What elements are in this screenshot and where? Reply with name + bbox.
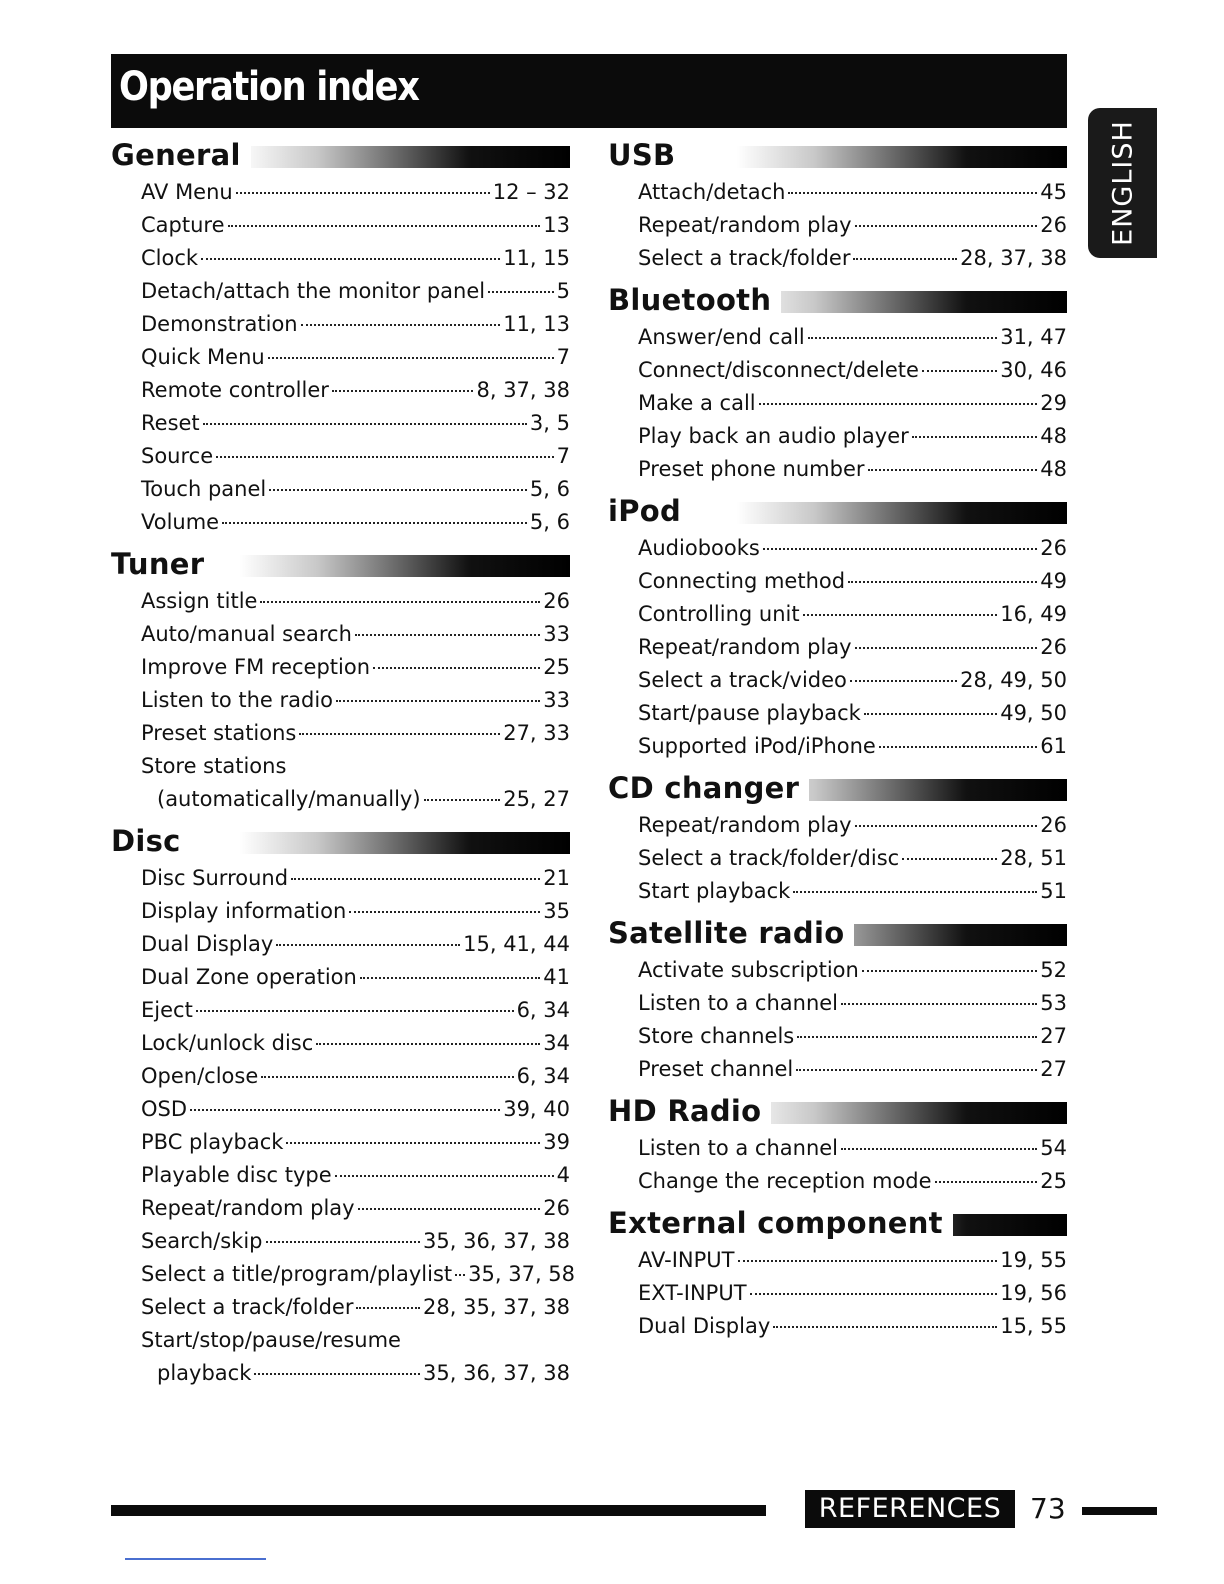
section-heading: External component bbox=[608, 1206, 953, 1240]
dot-leader bbox=[864, 713, 997, 715]
index-entry bbox=[141, 1159, 570, 1192]
entry-pages: 30, 46 bbox=[1000, 358, 1067, 382]
entry-name: AV-INPUT bbox=[638, 1248, 735, 1272]
dot-leader bbox=[261, 1076, 513, 1078]
dot-leader bbox=[935, 1181, 1038, 1183]
index-entry bbox=[141, 506, 570, 539]
entry-name: Connect/disconnect/delete bbox=[638, 358, 919, 382]
dot-leader bbox=[269, 489, 527, 491]
entry-pages: 4 bbox=[556, 1163, 570, 1187]
dot-leader bbox=[788, 192, 1037, 194]
entry-pages: 15, 41, 44 bbox=[463, 932, 570, 956]
dot-leader bbox=[286, 1142, 540, 1144]
index-entry bbox=[638, 598, 1067, 631]
dot-leader bbox=[373, 667, 540, 669]
section-heading-bar bbox=[608, 916, 1067, 950]
entry-name: Listen to the radio bbox=[141, 688, 334, 712]
index-entry bbox=[141, 1324, 570, 1357]
index-entry bbox=[141, 895, 570, 928]
entry-pages: 39, 40 bbox=[503, 1097, 570, 1121]
entry-name: EXT-INPUT bbox=[638, 1281, 747, 1305]
section-heading-bar bbox=[111, 824, 570, 858]
dot-leader bbox=[855, 825, 1038, 827]
entry-name: Lock/unlock disc bbox=[141, 1031, 314, 1055]
entry-name: Detach/attach the monitor panel bbox=[141, 279, 486, 303]
entry-pages: 41 bbox=[543, 965, 570, 989]
index-entry bbox=[141, 1126, 570, 1159]
entry-name: PBC playback bbox=[141, 1130, 284, 1154]
section-entries bbox=[608, 1132, 1067, 1198]
entry-pages: 13 bbox=[543, 213, 570, 237]
entry-pages: 11, 15 bbox=[503, 246, 570, 270]
dot-leader bbox=[855, 225, 1038, 227]
page-title-bar bbox=[111, 54, 1067, 128]
entry-name: Start/stop/pause/resume bbox=[141, 1328, 401, 1352]
index-entry bbox=[141, 1060, 570, 1093]
footer-rule-left bbox=[111, 1505, 766, 1516]
entry-pages: 26 bbox=[1040, 536, 1067, 560]
index-section-hd-radio bbox=[608, 1094, 1067, 1198]
entry-pages: 33 bbox=[543, 688, 570, 712]
entry-name: Display information bbox=[141, 899, 347, 923]
index-entry bbox=[141, 1258, 576, 1291]
entry-name: Eject bbox=[141, 998, 193, 1022]
section-heading: USB bbox=[608, 138, 685, 172]
index-section-satellite-radio bbox=[608, 916, 1067, 1086]
dot-leader bbox=[488, 291, 554, 293]
entry-pages: 26 bbox=[543, 589, 570, 613]
index-entry bbox=[141, 407, 570, 440]
section-entries bbox=[111, 862, 576, 1390]
dot-leader bbox=[796, 1069, 1037, 1071]
index-entry bbox=[141, 994, 570, 1027]
section-heading: Disc bbox=[111, 824, 191, 858]
section-heading-bar bbox=[608, 1206, 1067, 1240]
section-heading: iPod bbox=[608, 494, 691, 528]
index-entry bbox=[141, 961, 570, 994]
entry-name: Start playback bbox=[638, 879, 791, 903]
dot-leader bbox=[902, 858, 997, 860]
dot-leader bbox=[808, 337, 997, 339]
entry-pages: 34 bbox=[543, 1031, 570, 1055]
dot-leader bbox=[355, 634, 540, 636]
section-heading-bar bbox=[608, 138, 1067, 172]
entry-pages: 51 bbox=[1040, 879, 1067, 903]
dot-leader bbox=[922, 370, 997, 372]
entry-name: Search/skip bbox=[141, 1229, 263, 1253]
index-entry bbox=[141, 275, 570, 308]
entry-pages: 29 bbox=[1040, 391, 1067, 415]
section-heading-bar bbox=[608, 283, 1067, 317]
index-entry bbox=[638, 809, 1067, 842]
entry-pages: 48 bbox=[1040, 424, 1067, 448]
entry-pages: 39 bbox=[543, 1130, 570, 1154]
index-section-cd-changer bbox=[608, 771, 1067, 908]
dot-leader bbox=[349, 911, 540, 913]
index-entry bbox=[141, 473, 570, 506]
section-entries bbox=[608, 532, 1067, 763]
entry-name: Listen to a channel bbox=[638, 1136, 839, 1160]
entry-name: playback bbox=[157, 1361, 252, 1385]
index-entry bbox=[141, 1225, 570, 1258]
index-entry bbox=[638, 842, 1067, 875]
dot-leader bbox=[855, 647, 1038, 649]
dot-leader bbox=[763, 548, 1037, 550]
index-entry bbox=[638, 242, 1067, 275]
entry-name: Play back an audio player bbox=[638, 424, 909, 448]
dot-leader bbox=[216, 456, 553, 458]
entry-pages: 49, 50 bbox=[1000, 701, 1067, 725]
entry-name: Source bbox=[141, 444, 214, 468]
dot-leader bbox=[201, 258, 500, 260]
entry-pages: 25 bbox=[543, 655, 570, 679]
dot-leader bbox=[848, 581, 1037, 583]
entry-pages: 27, 33 bbox=[503, 721, 570, 745]
dot-leader bbox=[254, 1373, 420, 1375]
index-entry bbox=[141, 684, 570, 717]
footer-section-label: REFERENCES bbox=[805, 1490, 1015, 1528]
section-heading-bar bbox=[608, 771, 1067, 805]
scan-artifact-line bbox=[125, 1558, 266, 1560]
entry-name: Open/close bbox=[141, 1064, 259, 1088]
entry-pages: 54 bbox=[1040, 1136, 1067, 1160]
dot-leader bbox=[299, 733, 500, 735]
index-section-general bbox=[111, 138, 570, 539]
index-entry bbox=[141, 341, 570, 374]
index-entry bbox=[638, 176, 1067, 209]
index-entry bbox=[141, 1093, 570, 1126]
index-entry bbox=[638, 532, 1067, 565]
index-entry bbox=[638, 1165, 1067, 1198]
entry-pages: 16, 49 bbox=[1000, 602, 1067, 626]
entry-name: Preset phone number bbox=[638, 457, 865, 481]
entry-name: Select a track/folder bbox=[141, 1295, 354, 1319]
entry-pages: 26 bbox=[1040, 213, 1067, 237]
entry-pages: 35, 36, 37, 38 bbox=[423, 1361, 570, 1385]
entry-pages: 19, 55 bbox=[1000, 1248, 1067, 1272]
index-entry bbox=[638, 1310, 1067, 1343]
entry-pages: 53 bbox=[1040, 991, 1067, 1015]
footer-rule-right bbox=[1082, 1507, 1157, 1515]
entry-name: Store channels bbox=[638, 1024, 795, 1048]
entry-name: Playable disc type bbox=[141, 1163, 332, 1187]
dot-leader bbox=[797, 1036, 1037, 1038]
entry-name: AV Menu bbox=[141, 180, 233, 204]
entry-pages: 12 – 32 bbox=[492, 180, 570, 204]
entry-name: Audiobooks bbox=[638, 536, 760, 560]
entry-pages: 48 bbox=[1040, 457, 1067, 481]
entry-name: Remote controller bbox=[141, 378, 329, 402]
index-entry bbox=[141, 242, 570, 275]
index-entry bbox=[638, 730, 1067, 763]
section-heading: Satellite radio bbox=[608, 916, 854, 950]
index-entry bbox=[141, 618, 570, 651]
index-section-tuner bbox=[111, 547, 570, 816]
dot-leader bbox=[879, 746, 1037, 748]
entry-pages: 27 bbox=[1040, 1057, 1067, 1081]
entry-name: Make a call bbox=[638, 391, 756, 415]
entry-pages: 26 bbox=[1040, 813, 1067, 837]
entry-name: Auto/manual search bbox=[141, 622, 352, 646]
entry-pages: 6, 34 bbox=[516, 998, 570, 1022]
entry-pages: 27 bbox=[1040, 1024, 1067, 1048]
entry-name: Quick Menu bbox=[141, 345, 265, 369]
entry-pages: 28, 49, 50 bbox=[960, 668, 1067, 692]
index-entry bbox=[638, 697, 1067, 730]
index-entry bbox=[141, 1291, 570, 1324]
entry-pages: 52 bbox=[1040, 958, 1067, 982]
entry-pages: 28, 51 bbox=[1000, 846, 1067, 870]
entry-pages: 35 bbox=[543, 899, 570, 923]
dot-leader bbox=[850, 680, 957, 682]
language-tab-label: ENGLISH bbox=[1107, 120, 1138, 246]
entry-pages: 26 bbox=[543, 1196, 570, 1220]
entry-pages: 28, 35, 37, 38 bbox=[423, 1295, 570, 1319]
entry-pages: 28, 37, 38 bbox=[960, 246, 1067, 270]
dot-leader bbox=[793, 891, 1037, 893]
index-entry bbox=[141, 585, 570, 618]
section-entries bbox=[608, 809, 1067, 908]
index-entry bbox=[141, 440, 570, 473]
dot-leader bbox=[301, 324, 501, 326]
dot-leader bbox=[455, 1274, 465, 1276]
entry-name: Select a track/folder/disc bbox=[638, 846, 900, 870]
dot-leader bbox=[912, 436, 1037, 438]
index-entry bbox=[638, 1277, 1067, 1310]
section-heading-bar bbox=[111, 547, 570, 581]
entry-name: Supported iPod/iPhone bbox=[638, 734, 876, 758]
index-entry bbox=[141, 209, 570, 242]
entry-name: Repeat/random play bbox=[638, 635, 852, 659]
entry-pages: 5 bbox=[556, 279, 570, 303]
dot-leader bbox=[803, 614, 998, 616]
entry-name: Select a title/program/playlist bbox=[141, 1262, 453, 1286]
entry-name: Disc Surround bbox=[141, 866, 289, 890]
index-entry bbox=[638, 387, 1067, 420]
index-section-ipod bbox=[608, 494, 1067, 763]
dot-leader bbox=[222, 522, 527, 524]
dot-leader bbox=[759, 403, 1038, 405]
entry-pages: 7 bbox=[556, 444, 570, 468]
section-entries bbox=[608, 954, 1067, 1086]
entry-name: Repeat/random play bbox=[638, 813, 852, 837]
index-entry bbox=[141, 1192, 570, 1225]
index-entry bbox=[638, 664, 1067, 697]
entry-name: Attach/detach bbox=[638, 180, 786, 204]
index-entry bbox=[141, 1357, 570, 1390]
index-entry bbox=[141, 750, 570, 783]
index-entry bbox=[141, 651, 570, 684]
entry-name: Answer/end call bbox=[638, 325, 805, 349]
dot-leader bbox=[260, 601, 540, 603]
index-entry bbox=[141, 928, 570, 961]
entry-name: Listen to a channel bbox=[638, 991, 839, 1015]
index-entry bbox=[141, 717, 570, 750]
page-title: Operation index bbox=[119, 64, 419, 110]
section-heading: CD changer bbox=[608, 771, 809, 805]
dot-leader bbox=[266, 1241, 421, 1243]
entry-pages: 15, 55 bbox=[1000, 1314, 1067, 1338]
index-entry bbox=[638, 453, 1067, 486]
entry-name: Controlling unit bbox=[638, 602, 800, 626]
section-entries bbox=[608, 1244, 1067, 1343]
left-column bbox=[111, 138, 576, 1398]
entry-name: Clock bbox=[141, 246, 199, 270]
index-entry bbox=[638, 354, 1067, 387]
entry-pages: 11, 13 bbox=[503, 312, 570, 336]
dot-leader bbox=[335, 1175, 554, 1177]
dot-leader bbox=[190, 1109, 500, 1111]
entry-name: Start/pause playback bbox=[638, 701, 861, 725]
section-heading: Tuner bbox=[111, 547, 214, 581]
entry-pages: 45 bbox=[1040, 180, 1067, 204]
entry-name: Preset channel bbox=[638, 1057, 794, 1081]
index-entry bbox=[638, 987, 1067, 1020]
dot-leader bbox=[291, 878, 540, 880]
dot-leader bbox=[336, 700, 540, 702]
entry-name: Select a track/video bbox=[638, 668, 847, 692]
index-entry bbox=[141, 308, 570, 341]
dot-leader bbox=[236, 192, 490, 194]
entry-pages: 33 bbox=[543, 622, 570, 646]
entry-name: Touch panel bbox=[141, 477, 267, 501]
section-heading-bar bbox=[608, 494, 1067, 528]
entry-name: Repeat/random play bbox=[638, 213, 852, 237]
section-heading-bar bbox=[111, 138, 570, 172]
index-entry bbox=[141, 862, 570, 895]
index-entry bbox=[638, 565, 1067, 598]
dot-leader bbox=[316, 1043, 540, 1045]
right-column bbox=[608, 138, 1067, 1351]
entry-name: Dual Display bbox=[141, 932, 274, 956]
dot-leader bbox=[268, 357, 554, 359]
dot-leader bbox=[356, 1307, 420, 1309]
entry-pages: 31, 47 bbox=[1000, 325, 1067, 349]
entry-name: Dual Zone operation bbox=[141, 965, 357, 989]
section-heading-bar bbox=[608, 1094, 1067, 1128]
index-entry bbox=[638, 631, 1067, 664]
entry-pages: 21 bbox=[543, 866, 570, 890]
dot-leader bbox=[196, 1010, 514, 1012]
entry-name: Select a track/folder bbox=[638, 246, 851, 270]
entry-name: Reset bbox=[141, 411, 200, 435]
entry-pages: 35, 36, 37, 38 bbox=[423, 1229, 570, 1253]
index-entry bbox=[638, 1244, 1067, 1277]
entry-pages: 49 bbox=[1040, 569, 1067, 593]
index-entry bbox=[141, 783, 570, 816]
index-entry bbox=[141, 1027, 570, 1060]
dot-leader bbox=[358, 1208, 541, 1210]
index-entry bbox=[638, 1020, 1067, 1053]
index-section-disc bbox=[111, 824, 576, 1390]
dot-leader bbox=[853, 258, 957, 260]
entry-name: OSD bbox=[141, 1097, 188, 1121]
entry-pages: 35, 37, 58 bbox=[468, 1262, 576, 1286]
entry-name: Volume bbox=[141, 510, 220, 534]
entry-name: Store stations bbox=[141, 754, 287, 778]
section-heading: General bbox=[111, 138, 251, 172]
entry-name: Change the reception mode bbox=[638, 1169, 932, 1193]
index-entry bbox=[638, 209, 1067, 242]
entry-name: Connecting method bbox=[638, 569, 846, 593]
dot-leader bbox=[841, 1003, 1037, 1005]
dot-leader bbox=[203, 423, 527, 425]
entry-name: Demonstration bbox=[141, 312, 298, 336]
section-heading: HD Radio bbox=[608, 1094, 771, 1128]
index-entry bbox=[638, 321, 1067, 354]
entry-pages: 25 bbox=[1040, 1169, 1067, 1193]
index-section-bluetooth bbox=[608, 283, 1067, 486]
entry-pages: 3, 5 bbox=[529, 411, 570, 435]
dot-leader bbox=[332, 390, 474, 392]
dot-leader bbox=[228, 225, 541, 227]
index-entry bbox=[638, 1053, 1067, 1086]
language-tab bbox=[1088, 108, 1157, 258]
index-entry bbox=[638, 954, 1067, 987]
entry-pages: 6, 34 bbox=[516, 1064, 570, 1088]
dot-leader bbox=[276, 944, 460, 946]
entry-name: (automatically/manually) bbox=[157, 787, 421, 811]
dot-leader bbox=[738, 1260, 998, 1262]
section-entries bbox=[111, 585, 570, 816]
entry-pages: 26 bbox=[1040, 635, 1067, 659]
dot-leader bbox=[750, 1293, 998, 1295]
dot-leader bbox=[424, 799, 501, 801]
index-section-usb bbox=[608, 138, 1067, 275]
section-entries bbox=[608, 176, 1067, 275]
index-section-external-component bbox=[608, 1206, 1067, 1343]
entry-pages: 19, 56 bbox=[1000, 1281, 1067, 1305]
dot-leader bbox=[360, 977, 540, 979]
entry-name: Dual Display bbox=[638, 1314, 771, 1338]
dot-leader bbox=[862, 970, 1037, 972]
section-entries bbox=[608, 321, 1067, 486]
dot-leader bbox=[773, 1326, 997, 1328]
page-number: 73 bbox=[1030, 1492, 1066, 1525]
entry-name: Capture bbox=[141, 213, 225, 237]
index-entry bbox=[638, 1132, 1067, 1165]
entry-pages: 8, 37, 38 bbox=[476, 378, 570, 402]
index-entry bbox=[638, 875, 1067, 908]
index-entry bbox=[141, 176, 570, 209]
entry-name: Assign title bbox=[141, 589, 258, 613]
dot-leader bbox=[868, 469, 1038, 471]
entry-pages: 61 bbox=[1040, 734, 1067, 758]
section-heading: Bluetooth bbox=[608, 283, 781, 317]
entry-name: Repeat/random play bbox=[141, 1196, 355, 1220]
index-entry bbox=[141, 374, 570, 407]
entry-pages: 5, 6 bbox=[529, 510, 570, 534]
entry-name: Activate subscription bbox=[638, 958, 859, 982]
section-entries bbox=[111, 176, 570, 539]
entry-pages: 7 bbox=[556, 345, 570, 369]
entry-name: Improve FM reception bbox=[141, 655, 371, 679]
entry-name: Preset stations bbox=[141, 721, 297, 745]
entry-pages: 25, 27 bbox=[503, 787, 570, 811]
dot-leader bbox=[841, 1148, 1037, 1150]
entry-pages: 5, 6 bbox=[529, 477, 570, 501]
index-entry bbox=[638, 420, 1067, 453]
